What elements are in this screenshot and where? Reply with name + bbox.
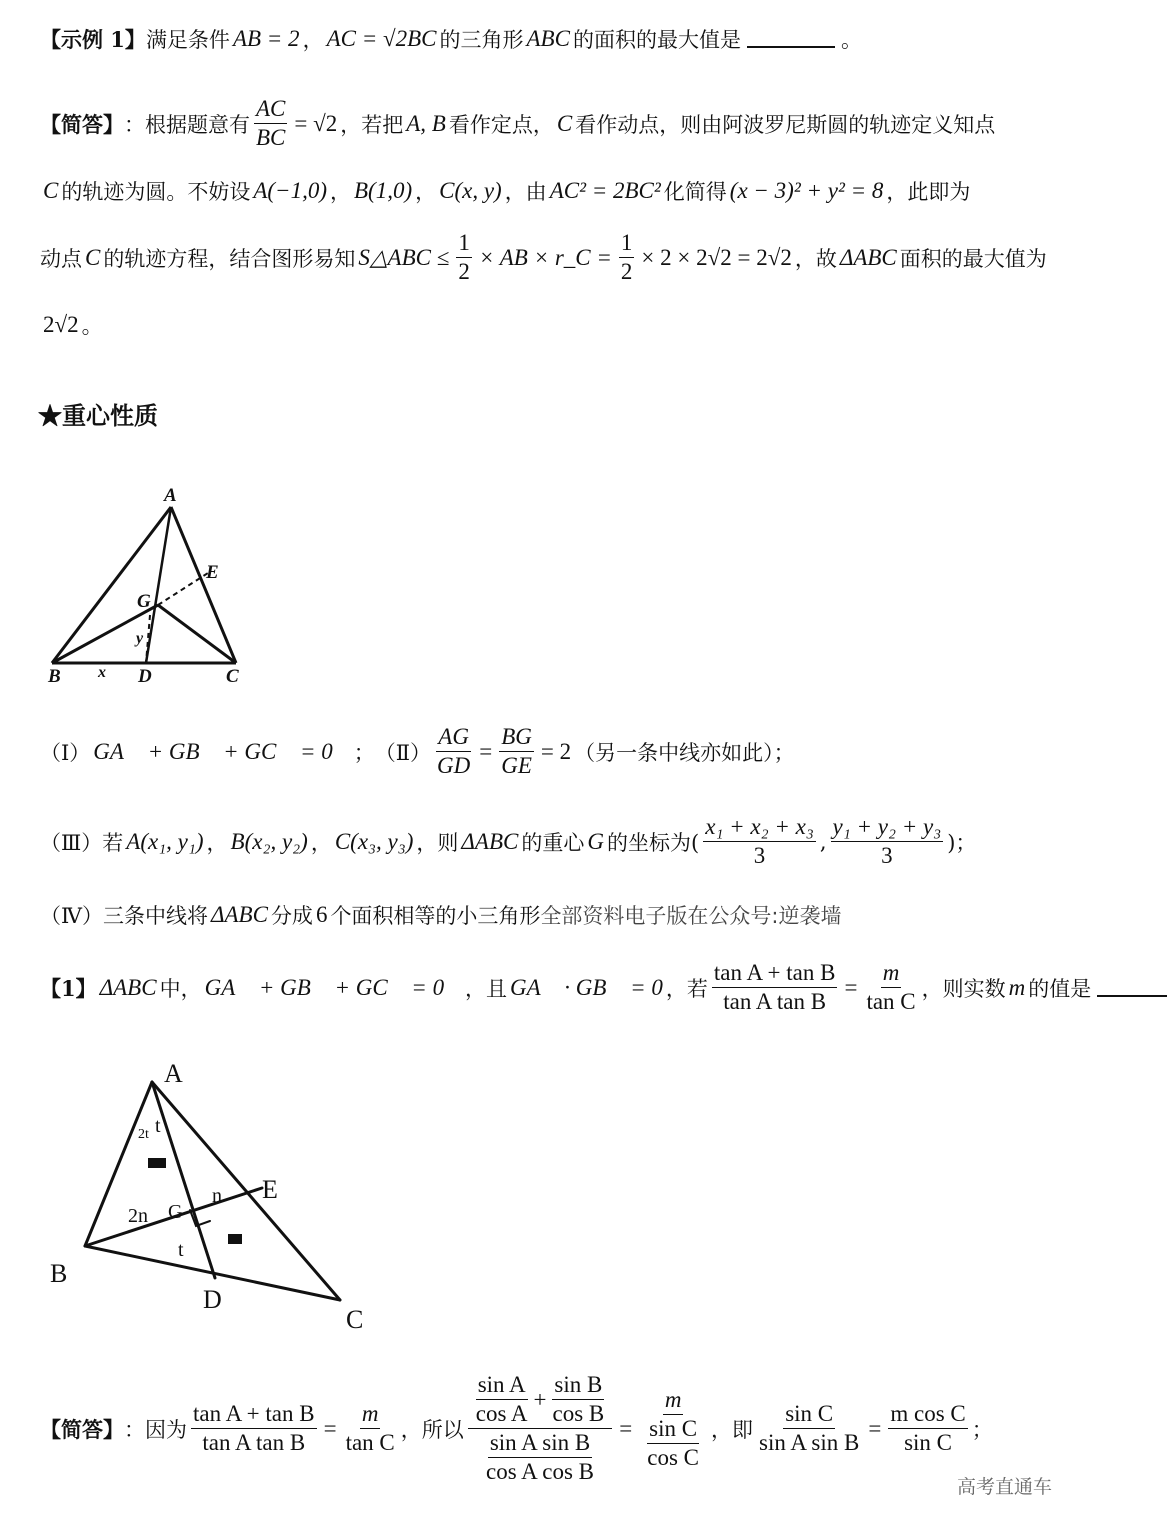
- point-d-label: D: [138, 666, 152, 687]
- math: ABC: [526, 26, 570, 51]
- numerator: sin A sin B: [488, 1430, 592, 1458]
- fraction: [831, 814, 944, 869]
- text: 的轨迹方程，结合图形易知: [103, 246, 356, 271]
- text: )；: [947, 830, 977, 855]
- point-e-label: E: [206, 562, 219, 583]
- example-label: 【示例 1】: [40, 27, 146, 52]
- denominator: [478, 1429, 602, 1485]
- math: = 2: [540, 738, 572, 764]
- 2n-label: 2n: [128, 1205, 148, 1227]
- numerator: sin A: [476, 1372, 528, 1400]
- denominator: [639, 1415, 707, 1471]
- label: （Ⅲ）若: [40, 830, 124, 855]
- text: ，由: [504, 180, 547, 204]
- numerator: m: [663, 1387, 684, 1415]
- watermark: 高考直通车: [956, 1476, 1052, 1498]
- vertex-c-label: C: [346, 1305, 364, 1334]
- text: 个面积相等的小三角形: [330, 904, 541, 928]
- math: AC = √2BC: [326, 26, 437, 51]
- fraction: [254, 96, 287, 151]
- example-1: [40, 24, 862, 54]
- text: 的三角形: [439, 28, 524, 52]
- numerator: BG: [499, 724, 534, 752]
- answer-2: [40, 1372, 993, 1485]
- math: =: [868, 1415, 882, 1441]
- x-label: x: [98, 664, 106, 681]
- 2t-label: 2t: [138, 1127, 149, 1142]
- denominator: tan A tan B: [723, 989, 827, 1014]
- math: GA⃗ + GB⃗ + GC⃗ = 0⃗: [93, 738, 351, 764]
- fraction: [712, 960, 838, 1015]
- text: ，则实数: [921, 976, 1006, 1001]
- text: ，即: [711, 1417, 753, 1442]
- handdrawn-triangle-figure: [40, 1050, 390, 1340]
- text: ，: [302, 28, 324, 52]
- vertex-c-label: C: [226, 666, 239, 687]
- label: （Ⅰ）: [40, 740, 91, 765]
- math: 6: [315, 902, 328, 927]
- text: （另一条中线亦如此）；: [574, 740, 795, 765]
- denominator: tan C: [345, 1430, 395, 1455]
- denominator: 3: [881, 843, 893, 868]
- math: GA⃗ · GB⃗ = 0: [509, 974, 663, 1000]
- math: ΔABC: [210, 902, 268, 927]
- fraction: [757, 1401, 861, 1456]
- denominator: 2: [620, 259, 633, 284]
- math: C(x₃, y₃): [334, 828, 414, 854]
- answer-1-line-4: [40, 310, 103, 340]
- text: 分成: [270, 904, 313, 928]
- label: （Ⅱ）: [374, 740, 431, 765]
- text: ：根据题意有: [124, 112, 250, 137]
- text: ，: [310, 830, 332, 855]
- numerator: sin B: [552, 1372, 604, 1400]
- text: 。: [840, 28, 862, 52]
- answer-1-line-2: [40, 176, 970, 206]
- property-4: [40, 900, 842, 930]
- text: ，且: [464, 976, 507, 1001]
- math: (x − 3)² + y² = 8: [729, 178, 884, 203]
- math: 2√2: [43, 312, 79, 337]
- fraction: [645, 1416, 701, 1471]
- t-label: t: [178, 1239, 184, 1261]
- answer-blank: [747, 30, 835, 48]
- numerator: AC: [254, 96, 287, 124]
- fraction: [888, 1401, 967, 1456]
- fraction: [456, 230, 472, 285]
- text: 面积的最大值为: [899, 246, 1047, 271]
- numerator: 1: [456, 230, 472, 258]
- property-3: [40, 814, 976, 869]
- denominator: sin C: [904, 1430, 952, 1455]
- math: =: [323, 1415, 337, 1441]
- denominator: GD: [436, 753, 471, 778]
- text: 的面积的最大值是: [572, 28, 741, 52]
- point-g-label: G: [137, 591, 151, 612]
- text: 的坐标为(: [606, 830, 700, 855]
- text: ，: [415, 180, 437, 204]
- math: ΔABC: [99, 974, 157, 1000]
- section-heading: ★重心性质: [38, 401, 158, 430]
- centroid-figure: [40, 485, 270, 690]
- text: ，若: [665, 976, 708, 1001]
- answer-blank: [1097, 979, 1167, 997]
- math: × AB × r_C =: [478, 244, 612, 270]
- point-d-label: D: [203, 1285, 222, 1314]
- math: A(−1,0): [253, 178, 327, 203]
- math: G: [587, 828, 604, 854]
- point-e-label: E: [262, 1175, 278, 1204]
- text: 中，: [159, 976, 202, 1001]
- compound-fraction: [468, 1372, 612, 1485]
- text: ，所以: [400, 1417, 464, 1442]
- numerator: [468, 1372, 612, 1429]
- fraction: [484, 1430, 596, 1485]
- math: =: [844, 974, 858, 1000]
- fraction: [499, 724, 534, 779]
- numerator: x₁ + x₂ + x₃: [703, 814, 816, 842]
- math: AB = 2: [232, 26, 300, 51]
- promo-text: 全部资料电子版在公众号:逆袭墙: [540, 904, 842, 928]
- math: C: [43, 178, 59, 203]
- numerator: m: [881, 960, 902, 988]
- numerator: m cos C: [888, 1401, 967, 1429]
- text: 的值是: [1028, 976, 1092, 1001]
- math: =: [479, 738, 493, 764]
- numerator: sin C: [647, 1416, 699, 1444]
- property-1-2: [40, 724, 795, 779]
- denominator: 3: [753, 843, 766, 868]
- math: =: [619, 1415, 633, 1441]
- denominator: cos A: [475, 1401, 528, 1426]
- problem-label: 【1】: [40, 975, 97, 1001]
- math: = √2: [294, 110, 338, 136]
- compound-fraction: [639, 1387, 707, 1471]
- math: × 2 × 2√2 = 2√2: [641, 244, 792, 270]
- math: m: [1008, 974, 1026, 1000]
- math: B(1,0): [353, 178, 413, 203]
- math: ΔABC: [839, 244, 897, 270]
- answer-1-line-1: [40, 96, 995, 151]
- text: 。: [81, 314, 103, 338]
- denominator: 2: [458, 259, 470, 284]
- fraction: [435, 724, 472, 779]
- numerator: tan A + tan B: [191, 1401, 317, 1429]
- fraction: [619, 230, 635, 285]
- text: ；: [353, 740, 375, 765]
- numerator: y₁ + y₂ + y₃: [831, 814, 944, 842]
- vertex-b-label: B: [48, 666, 61, 687]
- text: 化简得: [663, 180, 727, 204]
- text: 看作定点，: [448, 112, 554, 137]
- math: GA⃗ + GB⃗ + GC⃗ = 0⃗: [204, 974, 462, 1000]
- text: ，若把: [340, 112, 404, 137]
- answer-label: 【简答】: [40, 1416, 124, 1442]
- numerator: AG: [436, 724, 471, 752]
- math: B(x₂, y₂): [230, 828, 308, 854]
- problem-1: [40, 960, 1173, 1015]
- text: 看作动点，则由阿波罗尼斯圆的轨迹定义知点: [575, 112, 996, 137]
- text: ，故: [794, 246, 837, 271]
- fraction: [703, 814, 816, 869]
- denominator: GE: [501, 753, 532, 778]
- text: 的轨迹为圆。不妨设: [61, 180, 251, 204]
- y-label: y: [136, 630, 144, 647]
- fraction: [474, 1372, 530, 1427]
- numerator: tan A + tan B: [712, 960, 838, 988]
- math: +: [533, 1386, 547, 1412]
- denominator: BC: [256, 125, 286, 150]
- denominator: cos B: [552, 1401, 605, 1426]
- math: A, B: [406, 110, 446, 136]
- text: 动点: [40, 246, 82, 271]
- vertex-a-label: A: [164, 485, 177, 506]
- fraction: [344, 1401, 397, 1456]
- numerator: m: [360, 1401, 381, 1429]
- text: ，此即为: [886, 180, 971, 204]
- math: C: [556, 110, 573, 136]
- label: （Ⅳ）三条中线将: [40, 904, 208, 928]
- text: ，: [206, 830, 228, 855]
- vertex-b-label: B: [50, 1259, 68, 1288]
- math: A(x₁, y₁): [126, 828, 204, 854]
- text: ,: [819, 829, 827, 854]
- math: C: [85, 244, 101, 270]
- answer-1-line-3: [40, 230, 1047, 285]
- text: ，则: [416, 830, 459, 855]
- fraction: [864, 960, 917, 1015]
- n-label: n: [212, 1185, 222, 1207]
- text: ：因为: [124, 1417, 187, 1442]
- numerator: 1: [619, 230, 635, 258]
- point-g-label: G: [168, 1201, 183, 1223]
- numerator: sin C: [783, 1401, 835, 1429]
- text: 的重心: [521, 830, 585, 855]
- denominator: cos A cos B: [486, 1459, 595, 1484]
- answer-label: 【简答】: [40, 111, 124, 137]
- text: ，: [329, 180, 351, 204]
- text: 满足条件: [145, 28, 230, 52]
- fraction: [191, 1401, 317, 1456]
- math: S△ABC ≤: [358, 244, 450, 270]
- denominator: cos C: [647, 1444, 699, 1470]
- denominator: tan C: [866, 989, 916, 1014]
- fraction: [551, 1372, 607, 1427]
- text: ；: [971, 1417, 993, 1442]
- denominator: tan A tan B: [202, 1430, 306, 1455]
- denominator: sin A sin B: [759, 1430, 860, 1455]
- vertex-a-label: A: [164, 1059, 183, 1088]
- math: ΔABC: [461, 828, 519, 854]
- math: C(x, y): [439, 178, 502, 203]
- math: AC² = 2BC²: [549, 178, 661, 203]
- t-label: t: [155, 1115, 161, 1137]
